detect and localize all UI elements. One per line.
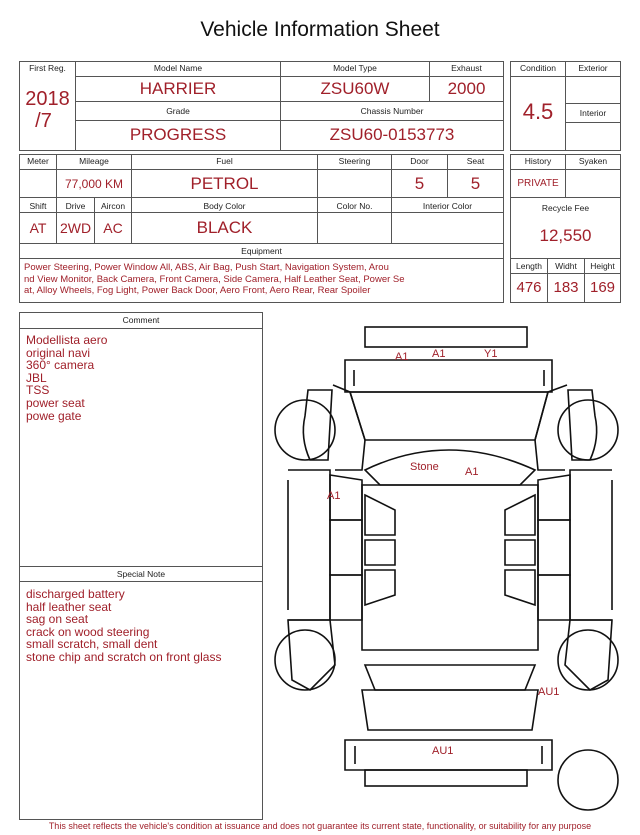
model-type-value: ZSU60W	[320, 79, 390, 98]
chassis-label-cell	[280, 101, 504, 121]
disclaimer-footer: This sheet reflects the vehicle's condition at issuance and does not guarantee its current state, functionality, or suitability for any purpose	[48, 821, 592, 831]
color-no-cell	[317, 212, 392, 244]
length-label: Length	[516, 261, 542, 271]
fuel-label-cell	[131, 154, 318, 170]
left-mid-window	[365, 540, 395, 565]
length-cell	[510, 273, 548, 303]
exterior-label: Exterior	[578, 63, 608, 73]
aircon-label: Aircon	[100, 201, 126, 211]
exhaust-value: 2000	[447, 79, 486, 98]
body-color-label: Body Color	[203, 201, 246, 211]
steering-label: Steering	[338, 156, 371, 166]
body-color-label-cell	[131, 197, 318, 213]
damage-mark-front-a1-mid: A1	[432, 348, 446, 360]
first-reg-cell	[19, 61, 76, 151]
special-note-header	[19, 566, 263, 582]
drive-cell	[56, 212, 95, 244]
comment-header	[19, 312, 263, 329]
model-type-label-cell	[280, 61, 430, 77]
door-cell	[391, 169, 448, 198]
equipment-cell	[19, 258, 504, 303]
shift-value: AT	[29, 220, 47, 236]
model-name-label: Model Name	[153, 63, 203, 73]
drive-label: Drive	[65, 201, 86, 211]
sheet-title: Vehicle Information Sheet	[200, 18, 440, 41]
rear-step-part	[365, 770, 527, 786]
exterior-cell	[565, 76, 621, 104]
syaken-label-cell	[565, 154, 621, 170]
comment-label: Comment	[122, 315, 160, 325]
equipment-label: Equipment	[241, 246, 282, 256]
comment-line: original navi	[26, 345, 91, 360]
drive-value: 2WD	[59, 220, 92, 236]
height-cell	[584, 273, 621, 303]
drive-label-cell	[56, 197, 95, 213]
grade-value: PROGRESS	[129, 125, 227, 144]
left-front-window	[365, 495, 395, 535]
height-label-cell	[584, 258, 621, 274]
seat-cell	[447, 169, 504, 198]
right-rear-window	[505, 570, 535, 605]
special-note-line: small scratch, small dent	[26, 637, 158, 652]
width-value: 183	[553, 279, 579, 296]
condition-label: Condition	[520, 63, 556, 73]
front-bumper-part	[365, 327, 527, 347]
body-color-value: BLACK	[196, 218, 253, 237]
special-note-label: Special Note	[116, 569, 166, 579]
history-label-cell	[510, 154, 566, 170]
recycle-fee-value: 12,550	[539, 226, 592, 245]
special-note-line: discharged battery	[26, 587, 125, 601]
length-value: 476	[516, 279, 542, 296]
door-label-cell	[391, 154, 448, 170]
left-rear-window	[365, 570, 395, 605]
meter-label-cell	[19, 154, 57, 170]
left-side-part	[288, 470, 330, 620]
model-name-value: HARRIER	[139, 79, 217, 98]
right-rear-door-part	[538, 520, 570, 575]
right-mid-window	[505, 540, 535, 565]
mileage-value: 77,000 KM	[64, 177, 124, 191]
comment-line: TSS	[26, 383, 50, 398]
equipment-line: at, Alloy Wheels, Fog Light, Power Back Door, Aero Front, Aero Rear, Rear Spoiler	[24, 285, 371, 296]
condition-label-cell	[510, 61, 566, 77]
aircon-cell	[94, 212, 132, 244]
interior-label: Interior	[579, 108, 607, 118]
syaken-label: Syaken	[578, 156, 608, 166]
seat-label: Seat	[466, 156, 485, 166]
damage-mark-front-a1-left: A1	[395, 351, 409, 363]
front-grille-part	[345, 360, 552, 392]
comment-line: power seat	[26, 395, 85, 410]
right-front-wheel	[558, 400, 618, 460]
condition-score-cell	[510, 76, 566, 151]
right-front-window	[505, 495, 535, 535]
shift-cell	[19, 212, 57, 244]
comment-line: JBL	[26, 370, 47, 385]
width-cell	[547, 273, 585, 303]
equipment-line: nd View Monitor, Back Camera, Front Camera, Side Camera, Half Leather Seat, Power Se	[24, 273, 405, 285]
right-side-part	[570, 470, 612, 620]
chassis-cell	[280, 120, 504, 151]
height-label: Height	[590, 261, 615, 271]
comment-line: 360° camera	[26, 358, 95, 373]
chassis-label: Chassis Number	[360, 106, 424, 116]
door-label: Door	[410, 156, 429, 166]
exterior-label-cell	[565, 61, 621, 77]
first-reg-month: /7	[35, 110, 52, 132]
damage-mark-front-y1: Y1	[484, 348, 498, 360]
height-value: 169	[589, 279, 616, 296]
exhaust-label-cell	[429, 61, 504, 77]
tailgate-part	[362, 690, 538, 730]
mileage-cell	[56, 169, 132, 198]
seat-value: 5	[470, 174, 481, 193]
model-type-label: Model Type	[333, 63, 377, 73]
door-value: 5	[414, 174, 425, 193]
damage-mark-windshield-stone: Stone	[410, 461, 439, 473]
body-color-cell	[131, 212, 318, 244]
grade-label-cell	[75, 101, 281, 121]
exhaust-label: Exhaust	[451, 63, 482, 73]
roof-part	[362, 485, 538, 650]
right-front-door-part	[538, 475, 570, 520]
shift-label: Shift	[29, 201, 47, 211]
shift-label-cell	[19, 197, 57, 213]
equipment-line: Power Steering, Power Window All, ABS, Air Bag, Push Start, Navigation System, Arou	[24, 262, 389, 273]
interior-color-label-cell	[391, 197, 504, 213]
special-note-line: stone chip and scratch on front glass	[26, 649, 222, 664]
grade-label: Grade	[166, 106, 190, 116]
comment-text	[26, 334, 256, 422]
first-reg-year: 2018	[25, 88, 70, 110]
left-rear-wheel	[275, 630, 335, 690]
history-label: History	[524, 156, 552, 166]
mileage-label: Mileage	[79, 156, 109, 166]
left-rear-door-part	[330, 520, 362, 575]
damage-mark-rear-right-au1: AU1	[538, 686, 560, 698]
condition-score: 4.5	[522, 99, 554, 124]
special-note-line: half leather seat	[26, 599, 112, 614]
mileage-label-cell	[56, 154, 132, 170]
hood-part	[350, 392, 548, 440]
width-label: Widht	[555, 261, 577, 271]
width-label-cell	[547, 258, 585, 274]
model-name-label-cell	[75, 61, 281, 77]
damage-mark-rear-bumper-au1: AU1	[432, 745, 454, 757]
history-cell	[510, 169, 566, 198]
special-note-line: sag on seat	[26, 612, 89, 627]
length-label-cell	[510, 258, 548, 274]
recycle-cell	[510, 197, 621, 259]
fuel-value: PETROL	[190, 174, 259, 193]
damage-mark-windshield-a1: A1	[465, 466, 479, 478]
history-value: PRIVATE	[517, 178, 559, 189]
equipment-text	[24, 262, 502, 297]
rear-window-part	[365, 665, 535, 690]
color-no-label: Color No.	[336, 201, 373, 211]
color-no-label-cell	[317, 197, 392, 213]
interior-color-label: Interior Color	[422, 201, 473, 211]
first-reg-label: First Reg.	[29, 63, 66, 73]
exhaust-cell	[429, 76, 504, 102]
fuel-cell	[131, 169, 318, 198]
damage-mark-left-door-a1: A1	[327, 490, 341, 502]
seat-label-cell	[447, 154, 504, 170]
special-note-line: crack on wood steering	[26, 624, 150, 639]
interior-label-cell	[565, 103, 621, 123]
interior-color-cell	[391, 212, 504, 244]
chassis-value: ZSU60-0153773	[329, 125, 455, 144]
aircon-label-cell	[94, 197, 132, 213]
spare-wheel	[558, 750, 618, 810]
interior-cell	[565, 122, 621, 151]
comment-line: Modellista aero	[26, 333, 108, 347]
syaken-cell	[565, 169, 621, 198]
steering-cell	[317, 169, 392, 198]
left-front-wheel	[275, 400, 335, 460]
equipment-label-cell	[19, 243, 504, 259]
windshield-part	[365, 450, 535, 485]
special-note-text	[26, 588, 262, 664]
recycle-label: Recycle Fee	[541, 203, 590, 213]
grade-cell	[75, 120, 281, 151]
fuel-label: Fuel	[216, 156, 233, 166]
aircon-value: AC	[103, 220, 123, 236]
model-type-cell	[280, 76, 430, 102]
meter-label: Meter	[27, 156, 49, 166]
steering-label-cell	[317, 154, 392, 170]
comment-line: powe gate	[26, 408, 82, 423]
model-name-cell	[75, 76, 281, 102]
meter-cell	[19, 169, 57, 198]
